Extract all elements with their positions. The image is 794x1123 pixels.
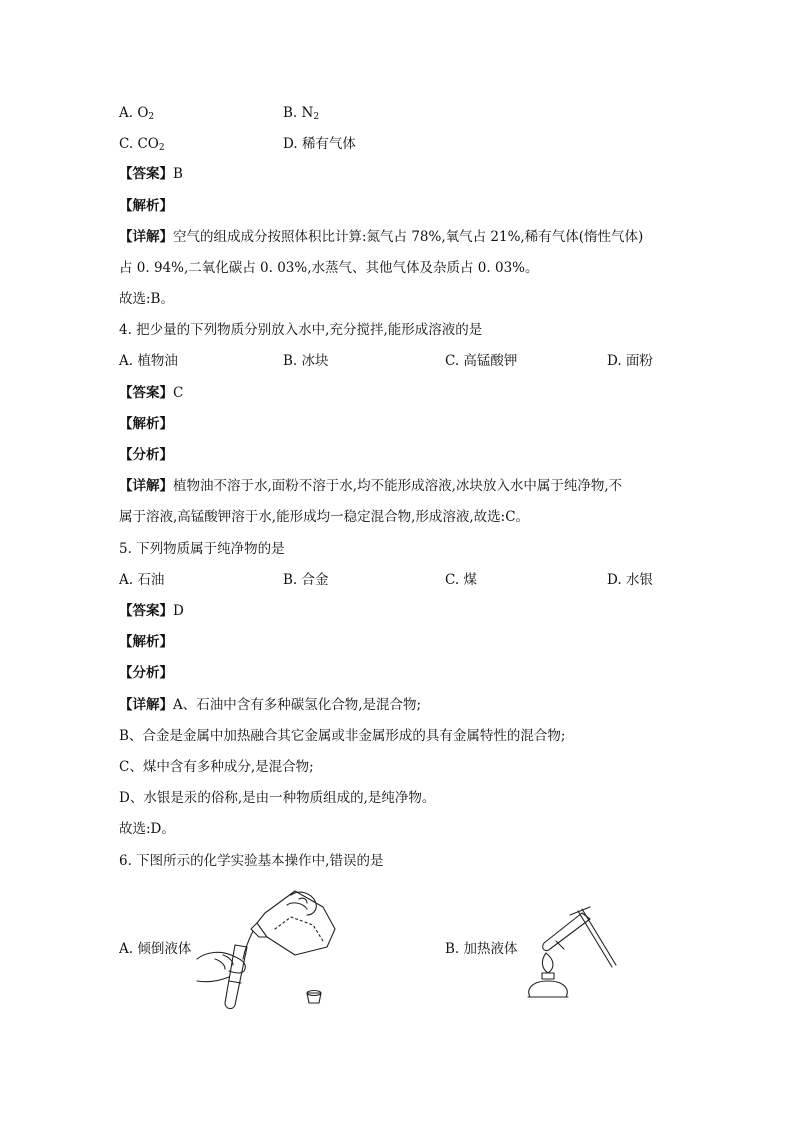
option-subscript: 2 — [313, 112, 320, 122]
q5-detail-d — [119, 789, 435, 807]
fenxi-tag: 【分析】 — [119, 665, 173, 681]
question-stem: 6. 下图所示的化学实验基本操作中,错误的是 — [119, 853, 384, 869]
q3-option-b — [283, 104, 319, 126]
option-label: D. — [283, 136, 298, 152]
q4-detail-line-2 — [119, 508, 529, 526]
q6-stem — [119, 852, 383, 870]
q4-answer — [119, 384, 183, 402]
q3-option-a — [119, 104, 154, 126]
option-formula: CO — [137, 136, 159, 152]
q4-detail-line-1 — [119, 477, 622, 495]
answer-value: B — [173, 166, 183, 182]
detail-text: B、合金是金属中加热融合其它金属或非金属形成的具有金属特性的混合物; — [119, 728, 566, 744]
q5-detail-c — [119, 758, 314, 776]
q3-detail-line-1 — [119, 228, 643, 246]
option-label: B. — [283, 105, 298, 121]
answer-tag: 【答案】 — [119, 166, 173, 182]
q5-option-c: C. 煤 — [445, 572, 477, 588]
q5-option-d: D. 水银 — [607, 572, 653, 588]
q4-option-b: B. 冰块 — [283, 353, 329, 369]
q4-option-a: A. 植物油 — [119, 353, 178, 369]
analysis-tag: 【解析】 — [119, 634, 173, 650]
answer-value: D — [173, 603, 184, 619]
option-subscript: 2 — [148, 112, 155, 122]
option-label: C. — [119, 136, 134, 152]
q3-conclusion — [119, 290, 174, 308]
question-stem: 4. 把少量的下列物质分别放入水中,充分搅拌,能形成溶液的是 — [119, 322, 483, 338]
option-formula: N — [301, 105, 314, 121]
q6-option-b: B. 加热液体 — [445, 941, 518, 957]
conclusion-text: 故选:B。 — [119, 291, 174, 307]
detail-tag: 【详解】 — [119, 478, 173, 494]
detail-text: 空气的组成成分按照体积比计算:氮气占 78%,氧气占 21%,稀有气体(惰性气体) — [173, 229, 644, 245]
q3-option-c — [119, 135, 165, 157]
q3-analysis — [119, 197, 173, 215]
answer-tag: 【答案】 — [119, 603, 173, 619]
q3-option-d — [283, 135, 356, 153]
q5-conclusion — [119, 820, 175, 838]
q5-fenxi — [119, 664, 173, 682]
option-formula: O — [137, 105, 149, 121]
q4-analysis — [119, 415, 173, 433]
heating-liquid-illustration — [520, 905, 620, 1000]
q6-option-a: A. 倾倒液体 — [119, 941, 192, 957]
option-text: 稀有气体 — [301, 136, 356, 152]
q3-detail-line-2 — [119, 259, 539, 277]
detail-text: 占 0. 94%,二氧化碳占 0. 03%,水蒸气、其他气体及杂质占 0. 03%。 — [119, 260, 539, 276]
conclusion-text: 故选:D。 — [119, 821, 175, 837]
q4-stem — [119, 321, 482, 339]
q3-answer — [119, 165, 183, 183]
detail-tag: 【详解】 — [119, 697, 173, 713]
analysis-tag: 【解析】 — [119, 416, 173, 432]
answer-tag: 【答案】 — [119, 385, 173, 401]
option-subscript: 2 — [158, 143, 165, 153]
q4-option-c: C. 高锰酸钾 — [445, 353, 518, 369]
option-label: A. — [119, 105, 134, 121]
detail-text: C、煤中含有多种成分,是混合物; — [119, 759, 314, 775]
answer-value: C — [173, 385, 184, 401]
q5-detail-a — [119, 696, 421, 714]
q4-option-d: D. 面粉 — [607, 353, 653, 369]
question-stem: 5. 下列物质属于纯净物的是 — [119, 541, 285, 557]
fenxi-tag: 【分析】 — [119, 447, 173, 463]
detail-text: D、水银是汞的俗称,是由一种物质组成的,是纯净物。 — [119, 790, 436, 806]
detail-text: A、石油中含有多种碳氢化合物,是混合物; — [173, 697, 422, 713]
q4-fenxi — [119, 446, 173, 464]
q5-stem — [119, 540, 285, 558]
pouring-liquid-illustration — [195, 885, 340, 1010]
analysis-tag: 【解析】 — [119, 198, 173, 214]
q5-option-b: B. 合金 — [283, 572, 329, 588]
detail-tag: 【详解】 — [119, 229, 173, 245]
q5-option-a: A. 石油 — [119, 572, 165, 588]
detail-text: 属于溶液,高锰酸钾溶于水,能形成均一稳定混合物,形成溶液,故选:C。 — [119, 509, 530, 525]
q5-detail-b — [119, 727, 565, 745]
detail-text: 植物油不溶于水,面粉不溶于水,均不能形成溶液,冰块放入水中属于纯净物,不 — [173, 478, 623, 494]
q5-analysis — [119, 633, 173, 651]
q5-answer — [119, 602, 184, 620]
